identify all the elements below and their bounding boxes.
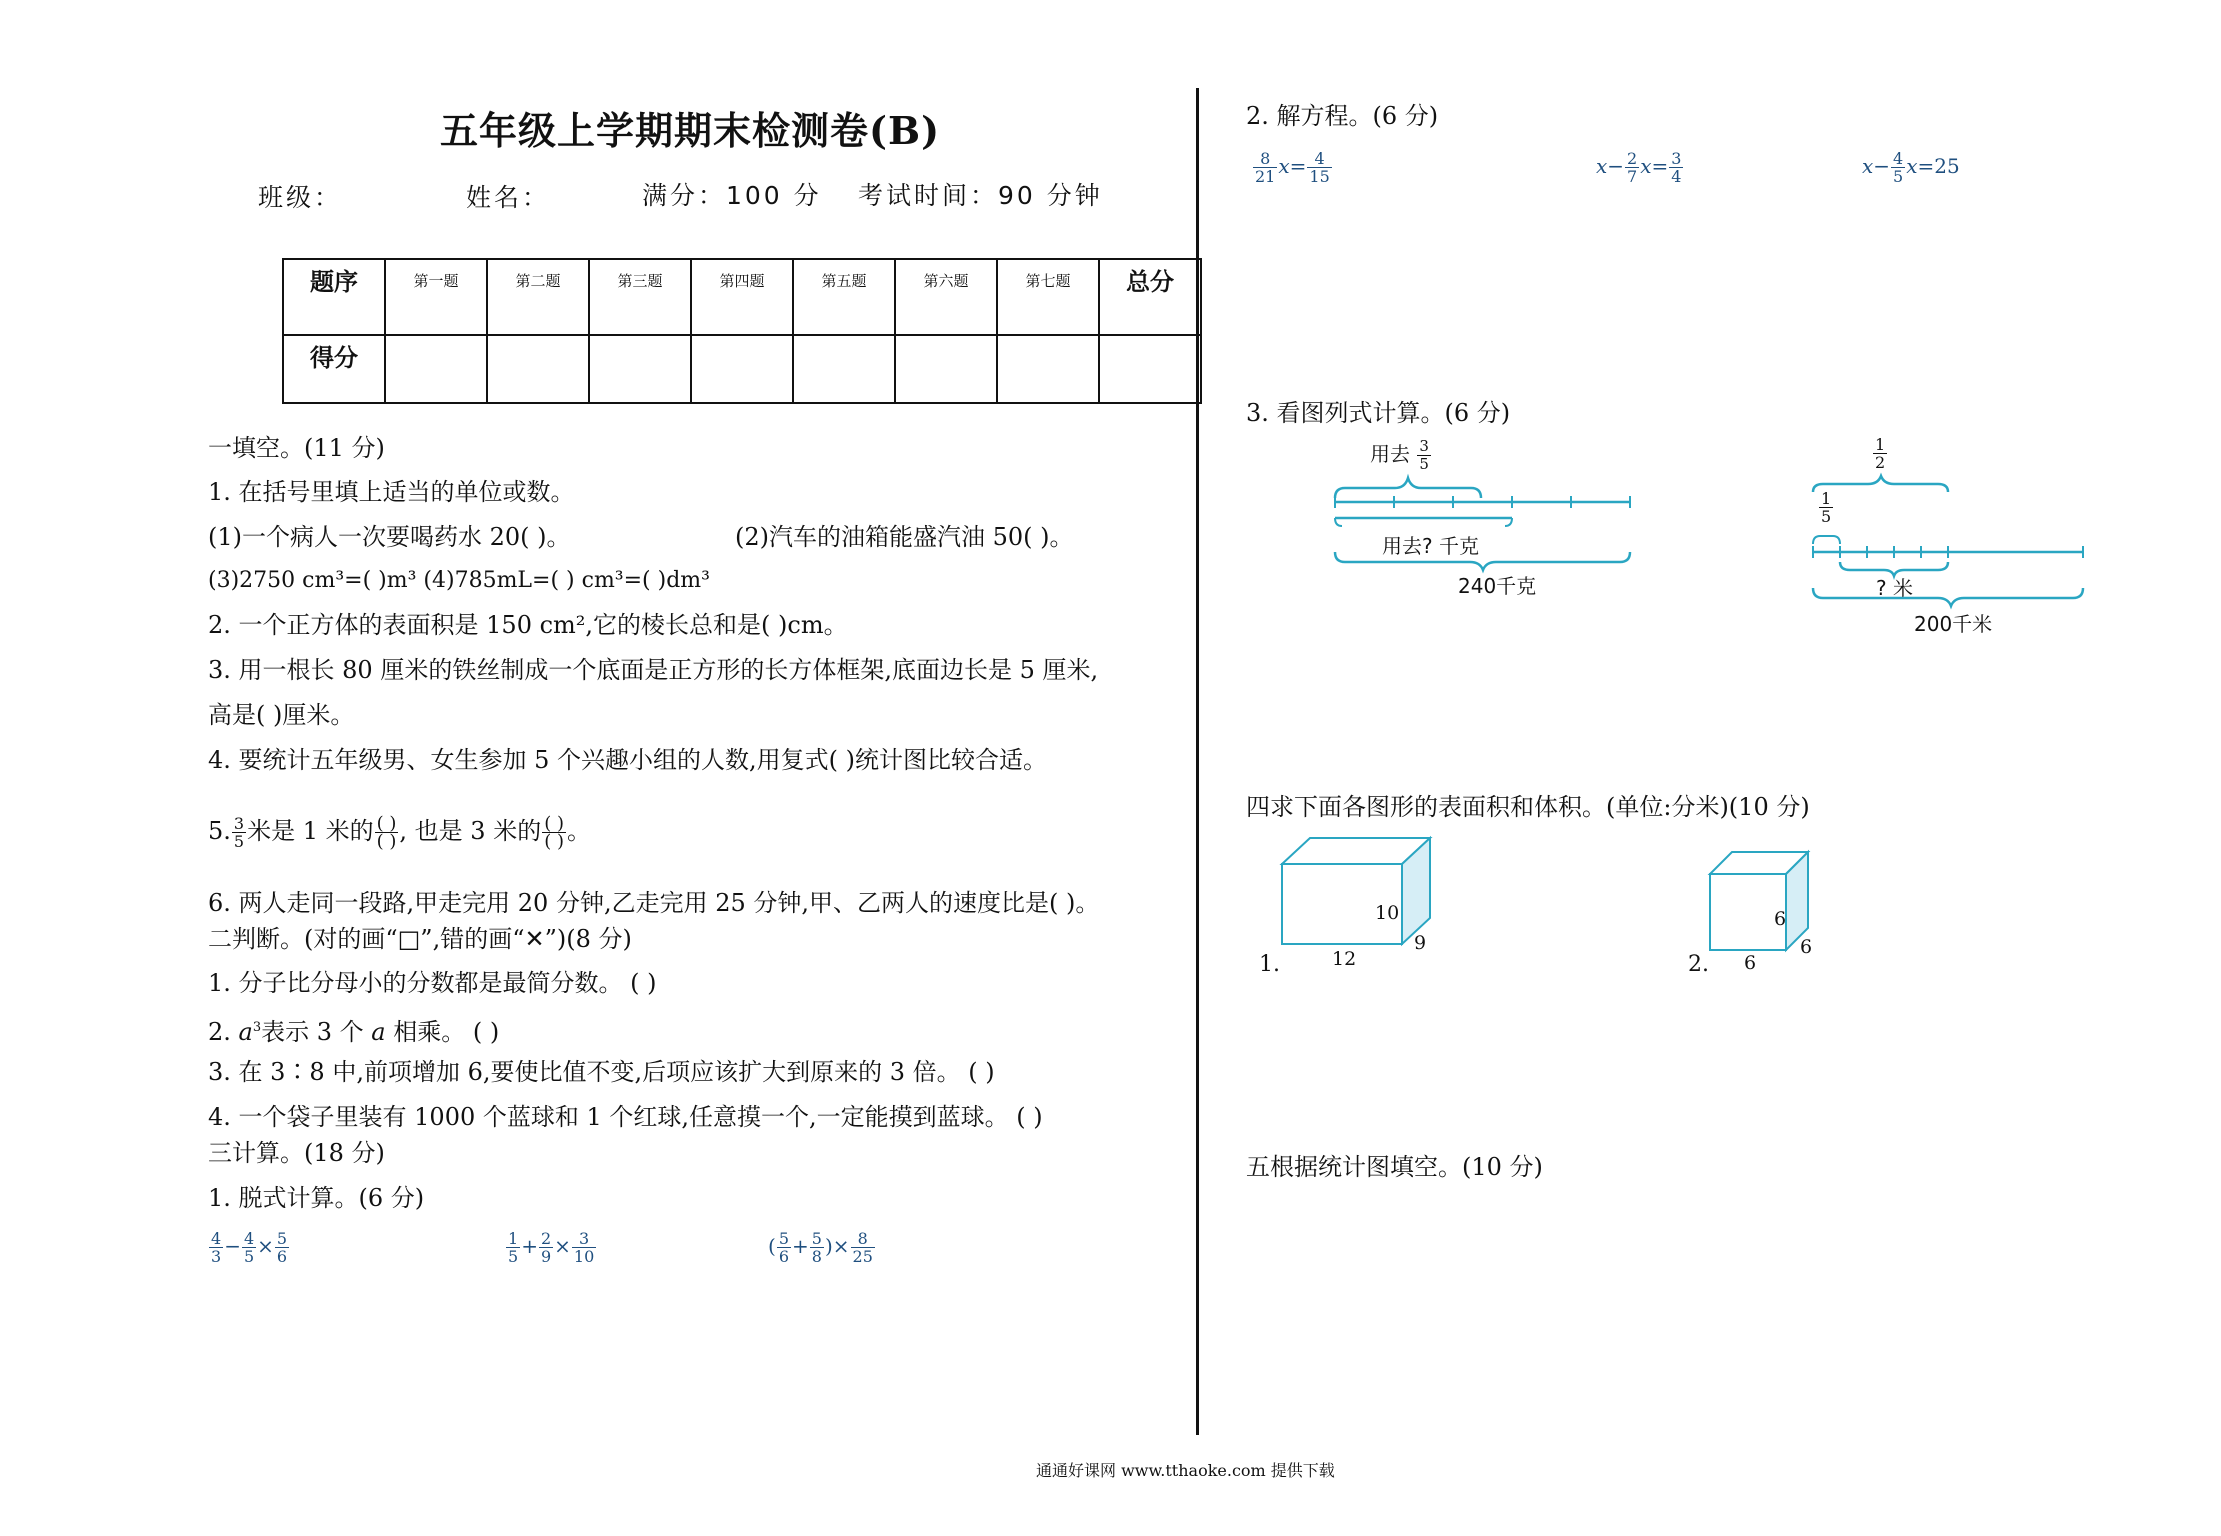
fig2-length: 6 [1744, 952, 1757, 974]
s1-q5-end: 。 [566, 817, 591, 845]
denominator: 5 [1893, 167, 1904, 186]
s1-q5-mid1: 米是 1 米的 [247, 817, 374, 845]
denominator: 3 [211, 1247, 222, 1266]
s2-q2-end: 相乘。 ( ) [385, 1018, 500, 1046]
section4-title: 四求下面各图形的表面积和体积。(单位:分米)(10 分) [1246, 793, 1810, 821]
s1-q1: 1. 在括号里填上适当的单位或数。 [208, 478, 575, 506]
score-cell[interactable] [385, 335, 487, 403]
s1-q1-c: (3)2750 cm³=( )m³ (4)785mL=( ) cm³=( )dm³ [208, 568, 710, 593]
numerator: 1 [508, 1229, 519, 1248]
class-label: 班级： [258, 183, 343, 212]
operator: − [224, 1234, 241, 1258]
name-label: 姓名： [466, 183, 551, 212]
score-table-header-row [283, 259, 1201, 335]
denominator: 8 [811, 1247, 822, 1266]
diag1-total: 240千克 [1458, 574, 1537, 598]
numerator: 1 [1821, 489, 1832, 508]
operator: − [1607, 154, 1625, 178]
numerator: 5 [811, 1229, 822, 1248]
numerator: 4 [211, 1229, 222, 1248]
s1-q3-line2: 高是( )厘米。 [208, 701, 355, 729]
denominator: 5 [508, 1247, 519, 1266]
denominator: 5 [1419, 455, 1429, 473]
numerator: 3 [233, 814, 245, 833]
fig1-height: 10 [1375, 902, 1400, 924]
score-table-col: 第五题 [793, 259, 895, 335]
numerator: 8 [1253, 150, 1277, 168]
score-cell[interactable] [589, 335, 691, 403]
diag2-top-fraction [1872, 436, 1888, 471]
operator: + [792, 1234, 809, 1258]
operator: − [1873, 154, 1891, 178]
variable: x [1640, 154, 1652, 178]
fig1-length: 12 [1332, 948, 1357, 970]
s2-q2 [208, 1013, 499, 1047]
denominator: 2 [1875, 453, 1886, 472]
operator: × [257, 1234, 274, 1258]
s2-q3: 3. 在 3∶8 中,前项增加 6,要使比值不变,后项应该扩大到原来的 3 倍。 ( ) [208, 1058, 995, 1086]
denominator: 10 [573, 1247, 595, 1266]
calc-3 [768, 1230, 876, 1265]
numerator: 5 [778, 1229, 789, 1248]
s3-sub3-title: 3. 看图列式计算。(6 分) [1246, 399, 1511, 427]
s2-q4: 4. 一个袋子里装有 1000 个蓝球和 1 个红球,任意摸一个,一定能摸到蓝球。 ( ) [208, 1103, 1043, 1131]
exam-time: 考试时间：90 分钟 [858, 181, 1103, 210]
score-table-col: 第七题 [997, 259, 1099, 335]
score-table-col: 第二题 [487, 259, 589, 335]
used-text: 用去 [1370, 442, 1410, 466]
numerator: 8 [851, 1230, 875, 1248]
s1-q2: 2. 一个正方体的表面积是 150 cm²,它的棱长总和是( )cm。 [208, 611, 848, 639]
full-score: 满分：100 分 [642, 181, 822, 210]
denominator: 21 [1255, 167, 1276, 186]
s2-q2-sup: 3 [252, 1020, 262, 1035]
column-divider [1196, 88, 1199, 1435]
s2-q2-pre: 2. [208, 1018, 239, 1046]
blank-denominator: ( ) [544, 831, 564, 852]
numerator: 1 [1875, 435, 1886, 454]
denominator: 4 [1671, 167, 1682, 186]
operator: × [554, 1234, 571, 1258]
score-table [282, 258, 1202, 404]
equation-3 [1862, 150, 1960, 185]
equals: = [1289, 154, 1307, 178]
s1-q1-b: (2)汽车的油箱能盛汽油 50( )。 [735, 523, 1074, 551]
score-table-score-row [283, 335, 1201, 403]
score-table-col: 第三题 [589, 259, 691, 335]
denominator: 6 [276, 1247, 288, 1266]
section5-title: 五根据统计图填空。(10 分) [1246, 1153, 1543, 1181]
s1-q1-a: (1)一个病人一次要喝药水 20( )。 [208, 523, 571, 551]
paren: ( [768, 1234, 776, 1258]
denominator: 5 [233, 832, 245, 851]
denominator: 5 [243, 1247, 255, 1266]
calc-2 [505, 1230, 597, 1265]
fig2-height: 6 [1774, 908, 1787, 930]
paren: ) [824, 1234, 833, 1258]
fig1-width: 9 [1414, 932, 1427, 954]
blank-numerator: ( ) [544, 813, 564, 834]
diag2-total: 200千米 [1914, 612, 1993, 636]
line-segment-diagram-2 [1808, 470, 2088, 630]
numerator: 2 [1627, 149, 1638, 168]
denominator: 25 [852, 1247, 873, 1266]
s3-sub1-title: 1. 脱式计算。(6 分) [208, 1184, 425, 1212]
s2-q2-var2: a [371, 1018, 386, 1046]
calc-1 [208, 1230, 290, 1265]
s2-q1: 1. 分子比分母小的分数都是最简分数。 ( ) [208, 969, 657, 997]
score-table-col: 第一题 [385, 259, 487, 335]
score-cell[interactable] [793, 335, 895, 403]
fig1-number: 1. [1259, 952, 1280, 977]
denominator: 5 [1821, 507, 1832, 526]
fig2-width: 6 [1800, 936, 1813, 958]
equals: = [1651, 154, 1669, 178]
fig2-number: 2. [1688, 952, 1709, 977]
denominator: 7 [1627, 167, 1638, 186]
blank-numerator: ( ) [376, 813, 397, 834]
s1-q6: 6. 两人走同一段路,甲走完用 20 分钟,乙走完用 25 分钟,甲、乙两人的速度比是( )。 [208, 889, 1100, 917]
variable: x [1596, 154, 1608, 178]
section1-title: 一填空。(11 分) [208, 434, 385, 462]
rhs-value: 25 [1934, 154, 1960, 178]
score-cell[interactable] [691, 335, 793, 403]
equation-1 [1252, 150, 1333, 185]
s1-q5-blank-fraction[interactable] [542, 815, 566, 850]
score-table-row-label: 得分 [283, 335, 385, 403]
score-cell[interactable] [997, 335, 1099, 403]
section3-title: 三计算。(18 分) [208, 1139, 385, 1167]
operator: + [521, 1234, 538, 1258]
variable: x [1862, 154, 1874, 178]
numerator: 3 [1419, 437, 1429, 455]
denominator: 9 [540, 1247, 552, 1266]
s2-q2-post: 表示 3 个 [261, 1018, 372, 1046]
s2-q2-var: a [238, 1018, 253, 1046]
numerator: 3 [1671, 149, 1682, 168]
score-cell[interactable] [1099, 335, 1201, 403]
equation-2 [1596, 150, 1684, 185]
numerator: 4 [1893, 149, 1904, 168]
variable: x [1278, 154, 1290, 178]
s1-q5-mid2: , 也是 3 米的 [399, 817, 542, 845]
numerator: 2 [540, 1229, 552, 1248]
numerator: 5 [276, 1229, 288, 1248]
score-cell[interactable] [487, 335, 589, 403]
s1-q4: 4. 要统计五年级男、女生参加 5 个兴趣小组的人数,用复式( )统计图比较合适。 [208, 746, 1048, 774]
diag2-question: ? 米 [1876, 576, 1913, 600]
s1-q5-prefix: 5. [208, 817, 231, 845]
numerator: 3 [572, 1230, 596, 1248]
diag1-question: 用去? 千克 [1382, 534, 1479, 558]
s1-q5 [208, 808, 591, 854]
score-table-row-label: 题序 [283, 259, 385, 335]
diag2-small-fraction [1818, 490, 1834, 525]
equals: = [1917, 154, 1935, 178]
footer-credit: 通通好课网 www.tthaoke.com 提供下载 [1036, 1461, 1335, 1480]
numerator: 4 [243, 1229, 255, 1248]
operator: × [832, 1234, 850, 1258]
s1-q5-fraction [232, 815, 246, 850]
denominator: 15 [1309, 167, 1330, 186]
page-title: 五年级上学期期末检测卷(B) [440, 108, 941, 153]
denominator: 6 [778, 1247, 789, 1266]
s3-sub2-title: 2. 解方程。(6 分) [1246, 102, 1439, 130]
score-table-col: 第六题 [895, 259, 997, 335]
score-cell[interactable] [895, 335, 997, 403]
score-table-col: 第四题 [691, 259, 793, 335]
score-table-total: 总分 [1099, 259, 1201, 335]
diag1-used-label [1370, 438, 1432, 473]
s1-q5-blank-fraction[interactable] [375, 815, 399, 850]
blank-denominator: ( ) [376, 831, 397, 852]
s1-q3-line1: 3. 用一根长 80 厘米的铁丝制成一个底面是正方形的长方体框架,底面边长是 5 厘米, [208, 656, 1099, 684]
variable: x [1906, 154, 1918, 178]
section2-title: 二判断。(对的画“□”,错的画“✕”)(8 分) [208, 925, 632, 953]
numerator: 4 [1307, 150, 1331, 168]
